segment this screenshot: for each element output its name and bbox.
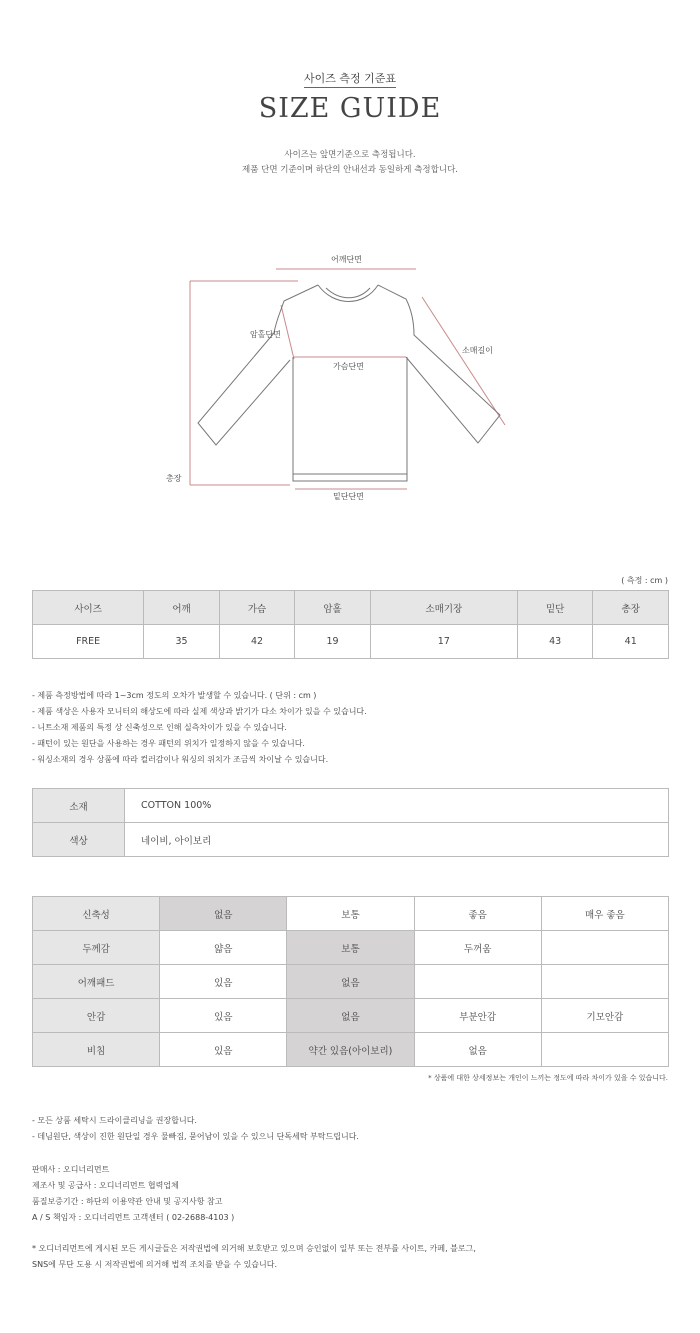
title-english: SIZE GUIDE [258, 93, 442, 124]
sweater-illustration [160, 245, 520, 515]
label-sleeve: 소매길이 [462, 346, 493, 355]
feature-option [414, 965, 541, 999]
feature-option: 보통 [287, 897, 414, 931]
garment-measurement-diagram [160, 245, 520, 515]
note-line: - 제품 색상은 사용자 모니터의 해상도에 따라 실제 색상과 밝기가 다소 차이가 있을 수 있습니다. [32, 707, 367, 716]
header-cell: 가슴 [219, 591, 295, 625]
feature-row [33, 1033, 669, 1067]
note-line: - 모든 상품 세탁시 드라이클리닝을 권장합니다. [32, 1116, 197, 1125]
unit-note: ( 측정 : cm ) [621, 576, 668, 585]
copyright-notice [32, 1241, 476, 1273]
seller-line: 제조사 및 공급사 : 오디너리먼트 협력업체 [32, 1181, 179, 1190]
note-line: - 데님원단, 색상이 진한 원단일 경우 물빠짐, 묻어남이 있을 수 있으니 단독세탁 부탁드립니다. [32, 1132, 359, 1141]
table-cell: 41 [593, 625, 669, 659]
feature-label: 두께감 [33, 931, 160, 965]
intro-line-1: 사이즈는 앞면기준으로 측정됩니다. [284, 150, 416, 160]
measurement-guides [190, 269, 505, 489]
feature-option: 얇음 [160, 931, 287, 965]
table-cell: FREE [33, 625, 144, 659]
measurement-notes [32, 688, 367, 768]
sleeve-guide [422, 297, 505, 425]
feature-note: * 상품에 대한 상세정보는 개인이 느끼는 정도에 따라 차이가 있을 수 있습니다. [428, 1074, 668, 1082]
material-label: 소재 [33, 789, 125, 823]
color-label: 색상 [33, 823, 125, 857]
feature-table [32, 896, 669, 1067]
feature-option: 매우 좋음 [541, 897, 668, 931]
feature-option: 부분안감 [414, 999, 541, 1033]
feature-option: 약간 있음(아이보리) [287, 1033, 414, 1067]
table-cell: 19 [295, 625, 371, 659]
material-table [32, 788, 669, 857]
feature-label: 비침 [33, 1033, 160, 1067]
intro-line-2: 제품 단면 기준이며 하단의 안내선과 동일하게 측정합니다. [242, 165, 458, 175]
care-notes [32, 1113, 359, 1145]
table-cell: 17 [370, 625, 517, 659]
header-cell: 암홀 [295, 591, 371, 625]
note-line: - 패턴이 있는 원단을 사용하는 경우 패턴의 위치가 일정하지 않을 수 있습니다. [32, 739, 305, 748]
color-value: 네이비, 아이보리 [125, 823, 669, 857]
label-chest: 가슴단면 [333, 362, 364, 371]
feature-row [33, 999, 669, 1033]
size-table [32, 590, 669, 659]
copyright-line: * 오디너리먼트에 게시된 모든 게시글들은 저작권법에 의거해 보호받고 있으며 승인없이 일부 또는 전부를 사이트, 카페, 블로그, [32, 1244, 476, 1253]
feature-label: 어깨패드 [33, 965, 160, 999]
table-row [33, 789, 669, 823]
table-cell: 43 [517, 625, 593, 659]
feature-option: 보통 [287, 931, 414, 965]
label-hem: 밑단단면 [333, 492, 364, 501]
title-korean: 사이즈 측정 기준표 [0, 70, 700, 86]
seller-line: 품질보증기간 : 하단의 이용약관 안내 및 공지사항 참고 [32, 1197, 223, 1206]
seller-line: 판매사 : 오디너리먼트 [32, 1165, 110, 1174]
label-armhole: 암홀단면 [250, 330, 281, 339]
feature-label: 신축성 [33, 897, 160, 931]
sweater-outline [198, 285, 500, 481]
feature-option: 있음 [160, 965, 287, 999]
table-row [33, 625, 669, 659]
feature-row [33, 897, 669, 931]
feature-label: 안감 [33, 999, 160, 1033]
feature-option: 좋음 [414, 897, 541, 931]
feature-option: 없음 [160, 897, 287, 931]
armhole-guide [281, 305, 294, 359]
material-value: COTTON 100% [125, 789, 669, 823]
table-cell: 42 [219, 625, 295, 659]
feature-option: 없음 [414, 1033, 541, 1067]
note-line: - 제품 측정방법에 따라 1~3cm 정도의 오차가 발생할 수 있습니다. ( 단위 : cm ) [32, 691, 317, 700]
feature-option [541, 965, 668, 999]
seller-line: A / S 책임자 : 오디너리먼트 고객센터 ( 02-2688-4103 ) [32, 1213, 235, 1222]
feature-row [33, 965, 669, 999]
header-cell: 소매기장 [370, 591, 517, 625]
seller-info [32, 1162, 234, 1226]
note-line: - 워싱소재의 경우 상품에 따라 컬러감이나 워싱의 위치가 조금씩 차이날 수 있습니다. [32, 755, 329, 764]
header-cell: 밑단 [517, 591, 593, 625]
feature-option: 있음 [160, 999, 287, 1033]
copyright-line: SNS에 무단 도용 시 저작권법에 의거해 법적 조치를 받을 수 있습니다. [32, 1260, 278, 1269]
label-length: 총장 [166, 474, 182, 483]
feature-row [33, 931, 669, 965]
feature-option: 두꺼움 [414, 931, 541, 965]
feature-option [541, 1033, 668, 1067]
header-cell: 총장 [593, 591, 669, 625]
header-cell: 어깨 [144, 591, 220, 625]
size-table-header-row [33, 591, 669, 625]
note-line: - 니트소재 제품의 특정 상 신축성으로 인해 실측차이가 있을 수 있습니다. [32, 723, 287, 732]
feature-option [541, 931, 668, 965]
header-cell: 사이즈 [33, 591, 144, 625]
feature-option: 기모안감 [541, 999, 668, 1033]
feature-option: 없음 [287, 965, 414, 999]
feature-option: 있음 [160, 1033, 287, 1067]
label-shoulder: 어깨단면 [331, 255, 362, 264]
table-row [33, 823, 669, 857]
intro-text [0, 148, 700, 178]
feature-option: 없음 [287, 999, 414, 1033]
table-cell: 35 [144, 625, 220, 659]
